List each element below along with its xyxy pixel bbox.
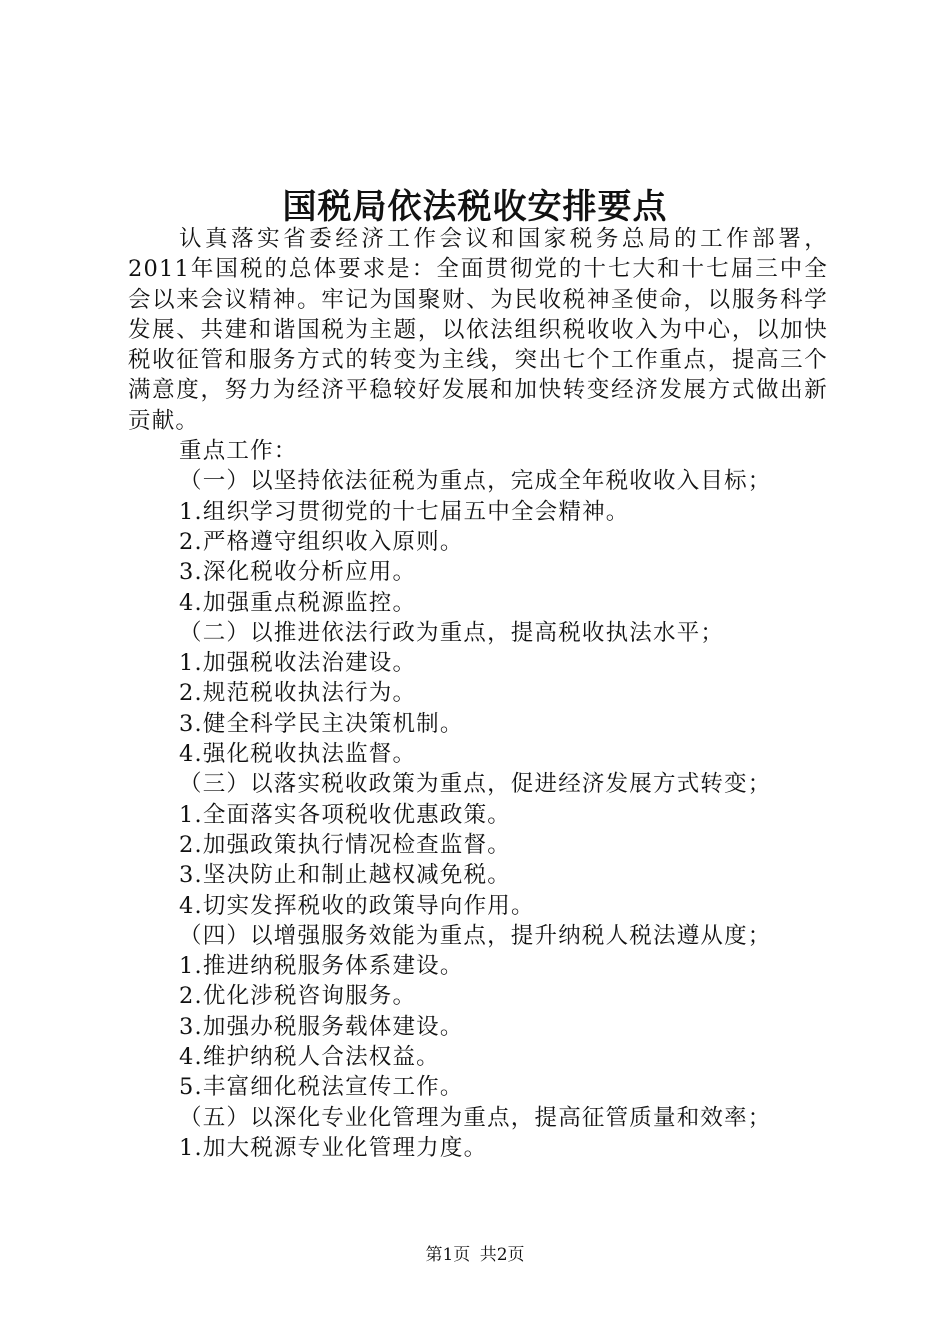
list-item: 4.维护纳税人合法权益。 [179, 1044, 440, 1071]
section-heading: （一）以坚持依法征税为重点，完成全年税收收入目标； [179, 468, 772, 495]
key-work-label: 重点工作： [179, 438, 298, 465]
page-number: 第1页 [425, 1245, 471, 1265]
work-item-list [128, 466, 828, 1163]
list-item: 1.推进纳税服务体系建设。 [179, 953, 464, 980]
list-item: 4.强化税收执法监督。 [179, 741, 417, 768]
page-footer [0, 1243, 950, 1267]
document-body [128, 224, 828, 1163]
list-item: 3.加强办税服务载体建设。 [179, 1013, 464, 1040]
list-item: 1.加大税源专业化管理力度。 [179, 1134, 488, 1161]
list-item: 1.加强税收法治建设。 [179, 650, 417, 677]
list-item: 2.加强政策执行情况检查监督。 [179, 831, 511, 858]
section-heading: （三）以落实税收政策为重点，促进经济发展方式转变； [179, 771, 772, 798]
list-item: 1.全面落实各项税收优惠政策。 [179, 801, 511, 828]
section-heading: （二）以推进依法行政为重点，提高税收执法水平； [179, 619, 725, 646]
list-item: 2.严格遵守组织收入原则。 [179, 528, 464, 555]
document-title: 国税局依法税收安排要点 [282, 187, 668, 227]
section-heading: （四）以增强服务效能为重点，提升纳税人税法遵从度； [179, 922, 772, 949]
list-item: 1.组织学习贯彻党的十七届五中全会精神。 [179, 498, 630, 525]
list-item: 3.健全科学民主决策机制。 [179, 710, 464, 737]
list-item: 4.切实发挥税收的政策导向作用。 [179, 892, 535, 919]
list-item: 2.规范税收执法行为。 [179, 680, 417, 707]
intro-paragraph: 认真落实省委经济工作会议和国家税务总局的工作部署，2011年国税的总体要求是：全面贯彻党的十七大和十七届三中全会以来会议精神。牢记为国聚财、为民收税神圣使命，以服务科学发展、共建和谐国税为主题，以依法组织税收收入为中心，以加快税收征管和服务方式的转变为主线，突出七个工作重点，提高三个满意度，努力为经济平稳较好发展和加快转变经济发展方式做出新贡献。 [128, 226, 828, 434]
section-heading: （五）以深化专业化管理为重点，提高征管质量和效率； [179, 1104, 772, 1131]
page-total: 共2页 [479, 1245, 525, 1265]
list-item: 3.坚决防止和制止越权减免税。 [179, 862, 511, 889]
list-item: 3.深化税收分析应用。 [179, 559, 417, 586]
list-item: 2.优化涉税咨询服务。 [179, 983, 417, 1010]
list-item: 5.丰富细化税法宣传工作。 [179, 1074, 464, 1101]
list-item: 4.加强重点税源监控。 [179, 589, 417, 616]
